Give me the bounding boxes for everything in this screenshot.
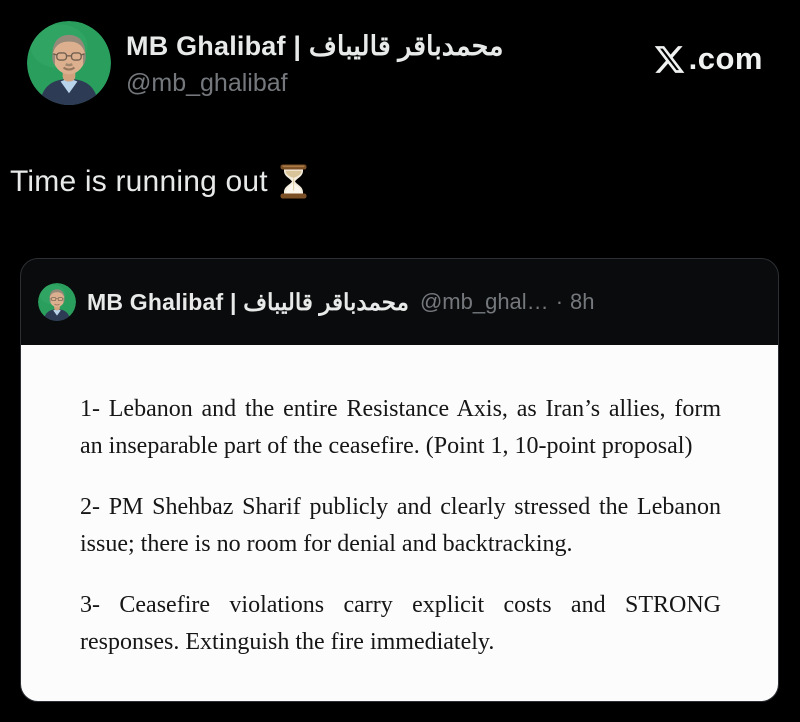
author-name-block (126, 31, 503, 98)
image-paragraph-2 (80, 489, 721, 563)
quoted-author-meta (420, 289, 595, 315)
image-paragraph-3 (80, 587, 721, 661)
hourglass-icon (280, 164, 307, 199)
image-text-line: 1- Lebanon and the entire Resistance Axis, as Iran’s allies, form (80, 396, 721, 422)
image-text-line: 3- Ceasefire violations carry explicit costs and STRONG (80, 592, 721, 618)
quoted-timestamp[interactable]: 8h (570, 289, 595, 314)
tweet-text (10, 164, 307, 199)
x-logo-icon (653, 43, 686, 76)
quoted-tweet-header (21, 259, 778, 345)
meta-separator-dot: · (555, 289, 564, 314)
image-text-line: an inseparable part of the ceasefire. (Point 1, 10-point proposal) (80, 433, 693, 459)
quoted-author-avatar[interactable] (38, 283, 76, 321)
quoted-tweet-card[interactable] (20, 258, 779, 702)
image-text-line: 2- PM Shehbaz Sharif publicly and clearly stressed the Lebanon (80, 494, 721, 520)
tweet-text-content: Time is running out (10, 164, 268, 198)
brand-label: .com (688, 41, 763, 76)
image-paragraph-1 (80, 391, 721, 465)
author-avatar[interactable] (27, 21, 111, 105)
quoted-author-display-name[interactable]: MB Ghalibaf | محمدباقر قالیباف (87, 288, 409, 315)
author-display-name[interactable]: MB Ghalibaf | محمدباقر قالیباف (126, 31, 504, 61)
quoted-image[interactable] (21, 345, 778, 701)
avatar-portrait-icon (27, 21, 111, 105)
avatar-portrait-icon (38, 283, 76, 321)
image-text-line: issue; there is no room for denial and backtracking. (80, 531, 573, 557)
x-com-brand (653, 41, 763, 77)
author-handle[interactable]: @mb_ghalibaf (126, 69, 288, 97)
quoted-author-handle[interactable]: @mb_ghal… (419, 289, 549, 314)
image-text-line: responses. Extinguish the fire immediately. (80, 629, 495, 655)
